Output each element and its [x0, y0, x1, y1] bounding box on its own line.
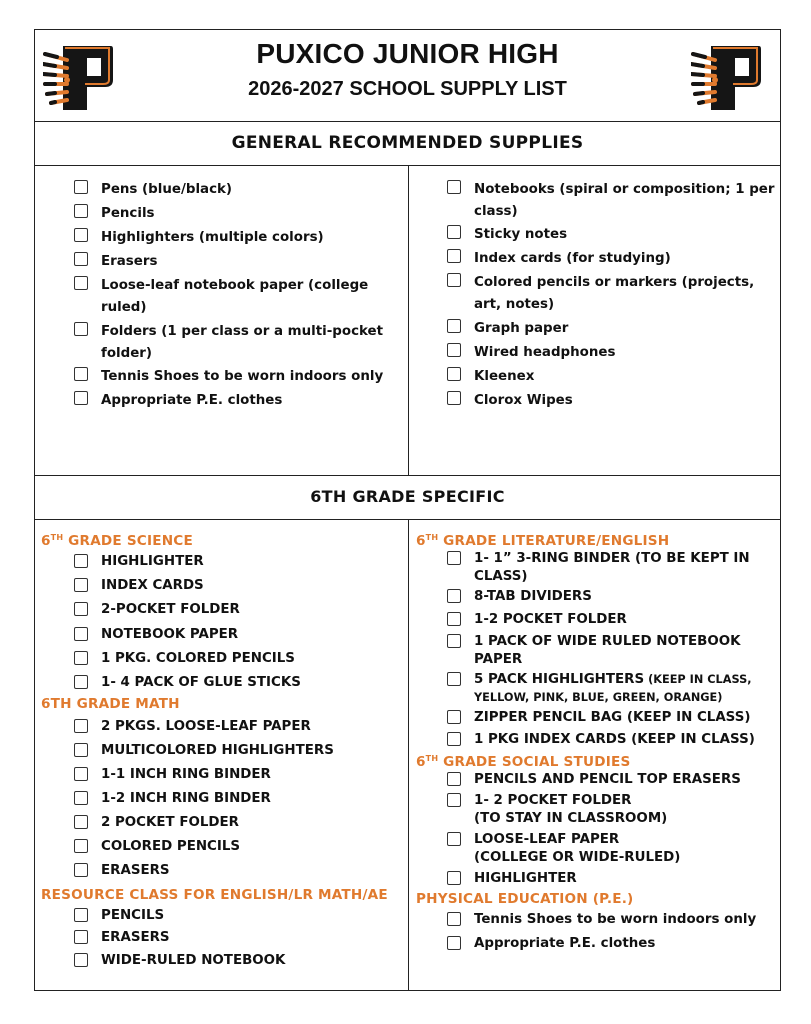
checkbox[interactable] — [74, 322, 88, 336]
supply-list-frame — [34, 29, 781, 991]
checkbox[interactable] — [74, 252, 88, 266]
checklist-item — [447, 588, 779, 606]
checkbox[interactable] — [447, 225, 461, 239]
item-label: 1 PKG. COLORED PENCILS — [101, 651, 295, 666]
indian-headdress-p-logo-icon — [691, 40, 761, 114]
item-label: 1- 4 PACK OF GLUE STICKS — [101, 675, 301, 690]
logo-letter: P — [87, 108, 88, 109]
checkbox[interactable] — [447, 319, 461, 333]
checkbox[interactable] — [447, 912, 461, 926]
checkbox[interactable] — [74, 743, 88, 757]
checklist-item — [74, 907, 404, 925]
item-label: ERASERS — [101, 930, 170, 945]
social-heading: 6TH GRADE SOCIAL STUDIES — [416, 754, 631, 770]
checkbox[interactable] — [74, 930, 88, 944]
item-label: ZIPPER PENCIL BAG (KEEP IN CLASS) — [474, 710, 751, 725]
checklist-item — [74, 227, 404, 249]
checklist-item — [74, 626, 404, 644]
item-label: 1-2 POCKET FOLDER — [474, 612, 627, 627]
list-title: 2026-2027 SCHOOL SUPPLY LIST — [248, 78, 567, 100]
checkbox[interactable] — [74, 228, 88, 242]
item-label: HIGHLIGHTER — [474, 871, 577, 886]
item-label: WIDE-RULED NOTEBOOK — [101, 953, 286, 968]
checkbox[interactable] — [447, 710, 461, 724]
item-label: 2 POCKET FOLDER — [101, 815, 239, 830]
resource-heading: RESOURCE CLASS FOR ENGLISH/LR MATH/AE — [41, 887, 388, 903]
divider — [35, 475, 780, 476]
checklist-item — [74, 790, 404, 808]
checkbox[interactable] — [74, 578, 88, 592]
item-label: LOOSE-LEAF PAPER (COLLEGE OR WIDE-RULED) — [474, 832, 681, 865]
general-heading: GENERAL RECOMMENDED SUPPLIES — [231, 133, 584, 153]
item-label: Index cards (for studying) — [474, 251, 671, 266]
checklist-item — [74, 203, 404, 225]
item-label: Loose-leaf notebook paper (college ruled) — [101, 278, 369, 315]
checkbox[interactable] — [447, 793, 461, 807]
checklist-item — [447, 831, 779, 867]
item-label: Colored pencils or markers (projects, art, notes) — [474, 275, 755, 312]
item-label: 1 PACK OF WIDE RULED NOTEBOOK PAPER — [474, 634, 741, 667]
item-label: Folders (1 per class or a multi-pocket folder) — [101, 324, 384, 361]
checklist-item — [447, 771, 779, 789]
checkbox[interactable] — [74, 863, 88, 877]
checklist-item — [447, 911, 779, 929]
checkbox[interactable] — [447, 832, 461, 846]
literature-heading: 6TH GRADE LITERATURE/ENGLISH — [416, 533, 670, 549]
checkbox[interactable] — [74, 953, 88, 967]
checklist-item — [447, 709, 779, 727]
item-label: 1 PKG INDEX CARDS (KEEP IN CLASS) — [474, 732, 755, 747]
checklist-item — [447, 633, 779, 669]
checkbox[interactable] — [74, 554, 88, 568]
checkbox[interactable] — [74, 675, 88, 689]
checkbox[interactable] — [74, 767, 88, 781]
column-divider — [408, 519, 409, 991]
item-label: Pencils — [101, 206, 155, 221]
checklist-item — [74, 929, 404, 947]
checkbox[interactable] — [447, 273, 461, 287]
math-heading: 6TH GRADE MATH — [41, 696, 180, 712]
checklist-item — [447, 611, 779, 629]
item-label: ERASERS — [101, 863, 170, 878]
checklist-item — [74, 577, 404, 595]
science-heading: 6TH GRADE SCIENCE — [41, 533, 193, 549]
item-label: Tennis Shoes to be worn indoors only — [101, 369, 384, 384]
item-label: Pens (blue/black) — [101, 182, 233, 197]
checklist-item — [74, 766, 404, 784]
checkbox[interactable] — [74, 719, 88, 733]
item-label: 8-TAB DIVIDERS — [474, 589, 592, 604]
indian-headdress-p-logo-icon — [43, 40, 113, 114]
checkbox[interactable] — [447, 551, 461, 565]
checkbox[interactable] — [447, 871, 461, 885]
checkbox[interactable] — [74, 391, 88, 405]
item-label: PENCILS AND PENCIL TOP ERASERS — [474, 772, 741, 787]
item-label: NOTEBOOK PAPER — [101, 627, 239, 642]
checklist-item — [447, 366, 777, 388]
item-label: Appropriate P.E. clothes — [101, 393, 283, 408]
item-label: Clorox Wipes — [474, 393, 573, 408]
checkbox[interactable] — [74, 791, 88, 805]
item-label: Sticky notes — [474, 227, 568, 242]
checklist-item — [74, 952, 404, 970]
checklist-item — [74, 321, 404, 365]
item-label: Kleenex — [474, 369, 535, 384]
checklist-item — [74, 718, 404, 736]
item-label: PENCILS — [101, 908, 165, 923]
checkbox[interactable] — [447, 367, 461, 381]
item-label: COLORED PENCILS — [101, 839, 241, 854]
checkbox[interactable] — [447, 249, 461, 263]
checkbox[interactable] — [74, 367, 88, 381]
checklist-item — [74, 366, 404, 388]
checklist-item — [74, 674, 404, 692]
checklist-item — [74, 838, 404, 856]
item-label: Highlighters (multiple colors) — [101, 230, 324, 245]
item-label: 1-2 INCH RING BINDER — [101, 791, 271, 806]
checklist-item — [74, 553, 404, 571]
item-label: Wired headphones — [474, 345, 616, 360]
checklist-item — [447, 342, 777, 364]
checklist-item — [447, 248, 777, 270]
item-label: 2-POCKET FOLDER — [101, 602, 240, 617]
school-name: PUXICO JUNIOR HIGH — [256, 38, 559, 69]
checklist-item — [74, 742, 404, 760]
checklist-item — [74, 275, 404, 319]
checkbox[interactable] — [74, 651, 88, 665]
grade6-heading: 6TH GRADE SPECIFIC — [310, 487, 505, 506]
checkbox[interactable] — [447, 936, 461, 950]
checkbox[interactable] — [74, 180, 88, 194]
checkbox[interactable] — [74, 204, 88, 218]
divider — [35, 121, 780, 122]
checklist-item — [74, 862, 404, 880]
checkbox[interactable] — [447, 672, 461, 686]
checklist-item — [447, 870, 779, 888]
item-label: 1- 1” 3-RING BINDER (TO BE KEPT IN CLASS) — [474, 551, 750, 584]
checklist-item — [447, 318, 777, 340]
checklist-item — [74, 814, 404, 832]
checkbox[interactable] — [447, 732, 461, 746]
checklist-item — [447, 792, 779, 828]
checklist-item — [74, 650, 404, 668]
checklist-item — [74, 390, 404, 412]
column-divider — [408, 165, 409, 475]
item-label: INDEX CARDS — [101, 578, 204, 593]
item-label: 1-1 INCH RING BINDER — [101, 767, 271, 782]
item-label: 2 PKGS. LOOSE-LEAF PAPER — [101, 719, 311, 734]
item-label: Appropriate P.E. clothes — [474, 936, 656, 951]
checklist-item — [74, 601, 404, 619]
checkbox[interactable] — [74, 276, 88, 290]
checkbox[interactable] — [74, 627, 88, 641]
checkbox[interactable] — [74, 839, 88, 853]
checklist-item — [74, 179, 404, 201]
item-label: Notebooks (spiral or composition; 1 per class) — [474, 182, 775, 219]
item-label: Tennis Shoes to be worn indoors only — [474, 912, 757, 927]
checklist-item — [447, 935, 779, 953]
item-label: HIGHLIGHTER — [101, 554, 204, 569]
checkbox[interactable] — [447, 772, 461, 786]
checkbox[interactable] — [447, 391, 461, 405]
checkbox[interactable] — [447, 589, 461, 603]
checkbox[interactable] — [447, 634, 461, 648]
checkbox[interactable] — [74, 815, 88, 829]
checklist-item — [447, 731, 779, 749]
pe-heading: PHYSICAL EDUCATION (P.E.) — [416, 891, 634, 907]
item-label: 5 PACK HIGHLIGHTERS (KEEP IN CLASS, YELLOW, PINK, BLUE, GREEN, ORANGE) — [474, 672, 752, 704]
item-label: 1- 2 POCKET FOLDER (TO STAY IN CLASSROOM) — [474, 793, 668, 826]
checklist-item — [447, 224, 777, 246]
checkbox[interactable] — [74, 908, 88, 922]
checkbox[interactable] — [74, 602, 88, 616]
checkbox[interactable] — [447, 612, 461, 626]
item-label: MULTICOLORED HIGHLIGHTERS — [101, 743, 334, 758]
checkbox[interactable] — [447, 343, 461, 357]
checklist-item — [447, 390, 777, 412]
checklist-item — [447, 550, 779, 586]
checklist-item — [74, 251, 404, 273]
item-label: Erasers — [101, 254, 158, 269]
item-label: Graph paper — [474, 321, 569, 336]
checklist-item — [447, 179, 777, 223]
checkbox[interactable] — [447, 180, 461, 194]
checklist-item — [447, 671, 779, 707]
checklist-item — [447, 272, 777, 316]
